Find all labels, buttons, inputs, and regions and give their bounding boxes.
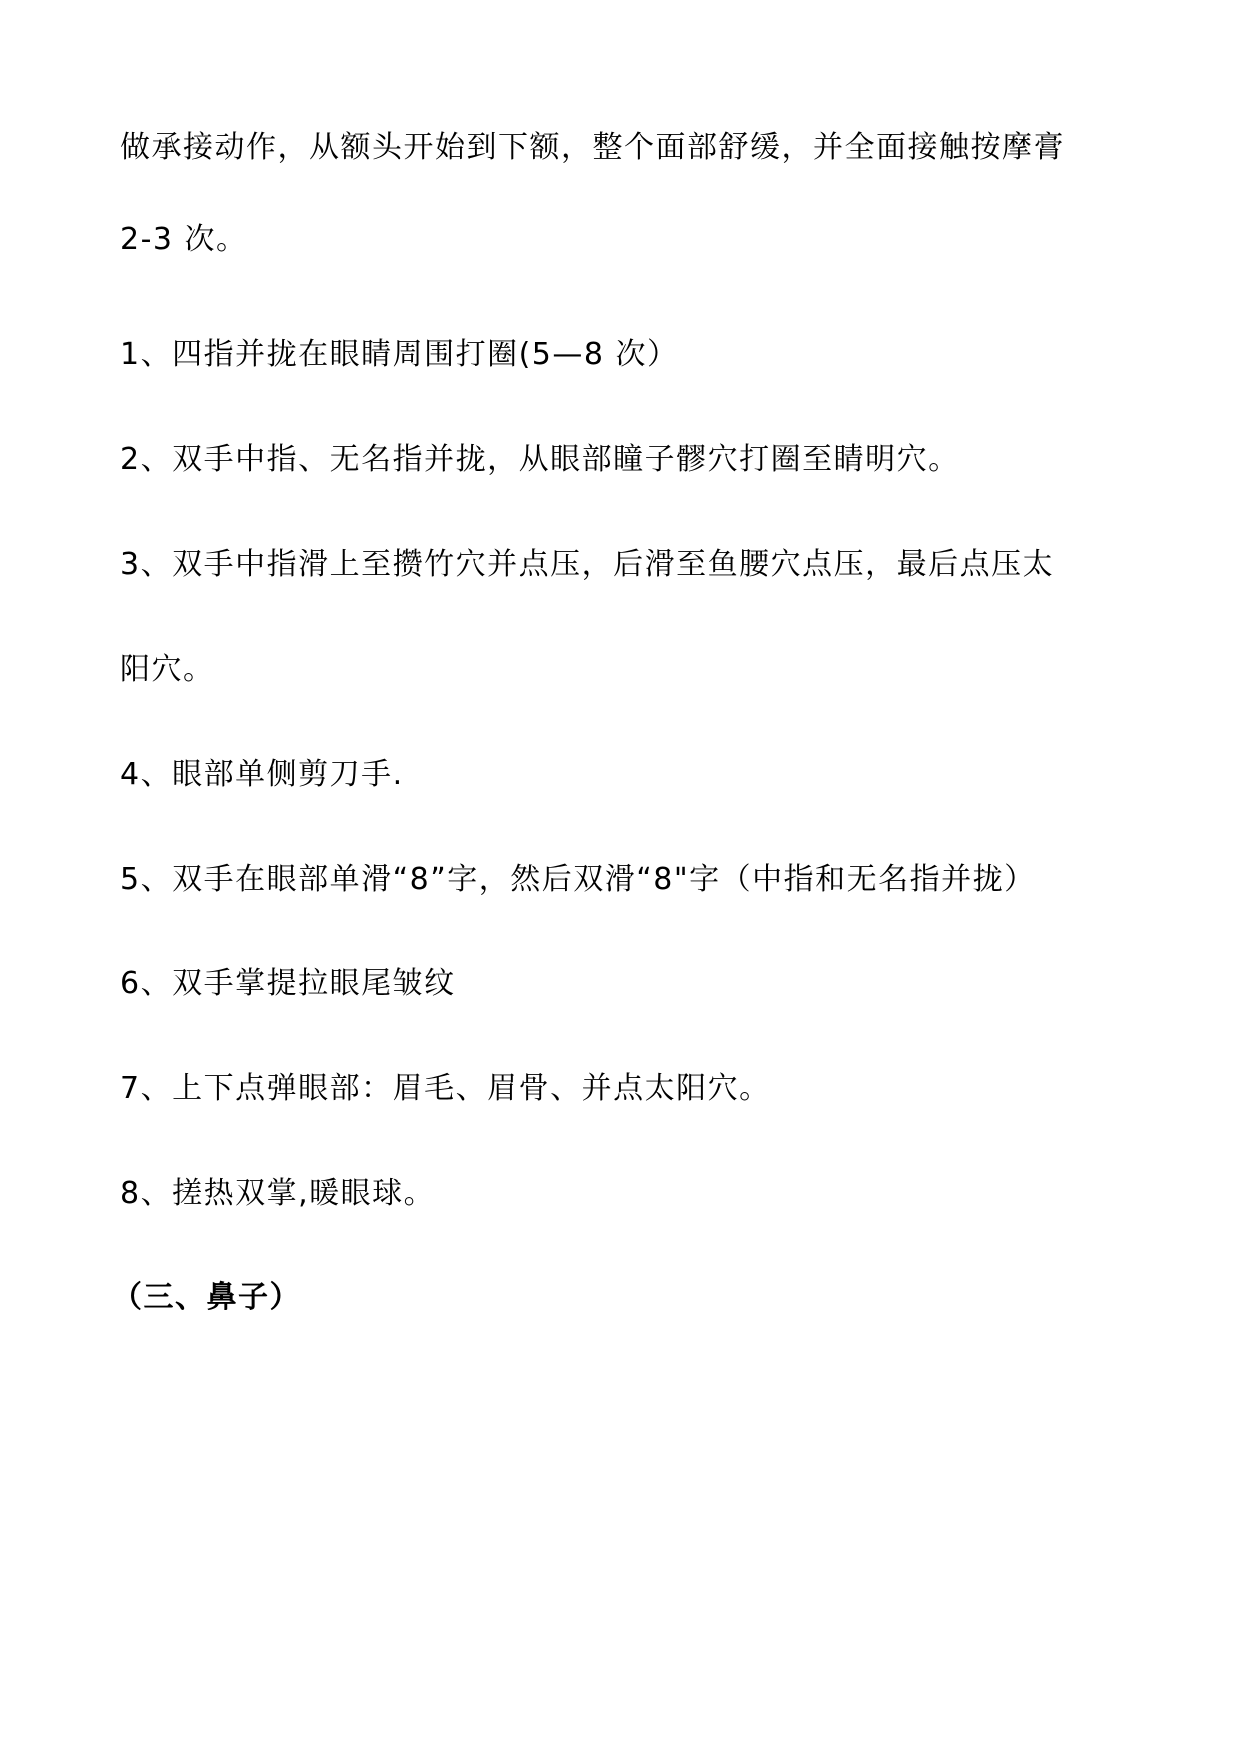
step-8: 8、搓热双掌,暖眼球。 — [120, 1176, 436, 1211]
text-line-continuation-2: 2-3 次。 — [120, 222, 248, 257]
section-heading: （三、鼻子） — [112, 1280, 301, 1315]
step-4: 4、眼部单侧剪刀手. — [120, 757, 404, 792]
step-5: 5、双手在眼部单滑“8”字，然后双滑“8"字（中指和无名指并拢） — [120, 862, 1036, 897]
step-3: 3、双手中指滑上至攒竹穴并点压，后滑至鱼腰穴点压，最后点压太 — [120, 547, 1055, 582]
step-2: 2、双手中指、无名指并拢，从眼部瞳子髎穴打圈至睛明穴。 — [120, 442, 960, 477]
step-1: 1、四指并拢在眼睛周围打圈(5—8 次） — [120, 337, 679, 372]
step-3-continuation: 阳穴。 — [120, 652, 215, 687]
text-line-continuation-1: 做承接动作，从额头开始到下额，整个面部舒缓，并全面接触按摩膏 — [120, 130, 1065, 165]
step-7: 7、上下点弹眼部：眉毛、眉骨、并点太阳穴。 — [120, 1071, 771, 1106]
step-6: 6、双手掌提拉眼尾皱纹 — [120, 966, 456, 1001]
